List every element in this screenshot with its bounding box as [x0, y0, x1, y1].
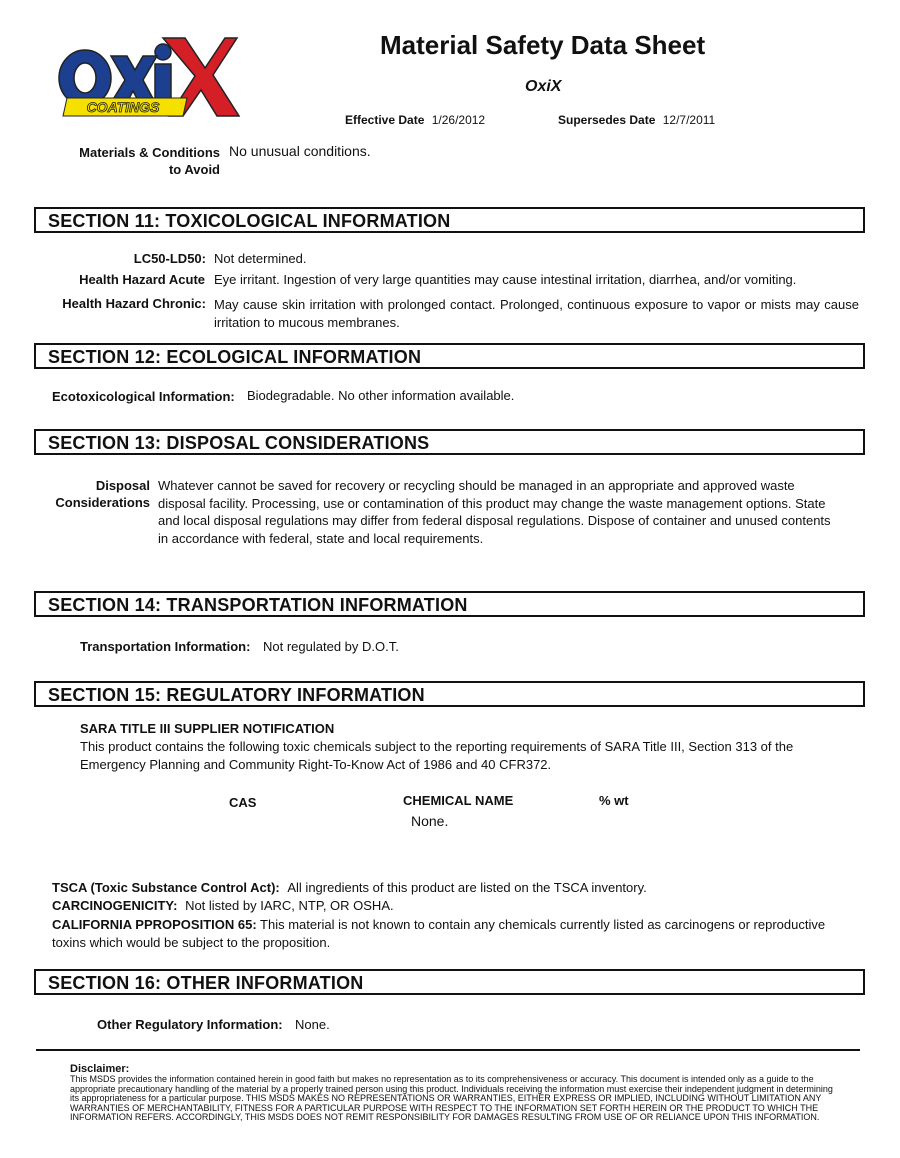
sara-heading: SARA TITLE III SUPPLIER NOTIFICATION	[80, 721, 335, 736]
prop65-value: This material is not known to contain any chemicals currently listed as carcinogens or reproductive toxins which would be subject to the proposition.	[52, 917, 826, 950]
materials-value: No unusual conditions.	[229, 143, 371, 159]
tsca-line	[52, 880, 852, 895]
disposal-label	[40, 477, 150, 511]
table-value-none: None.	[411, 813, 449, 829]
tsca-value: All ingredients of this product are listed on the TSCA inventory.	[287, 880, 647, 895]
oxix-logo	[55, 30, 240, 120]
document-title: Material Safety Data Sheet	[380, 30, 706, 60]
supersedes-date-label: Supersedes Date	[558, 113, 656, 127]
prop65-line	[52, 916, 858, 952]
table-header-percent-wt: % wt	[599, 793, 629, 808]
section-13-header	[34, 429, 865, 455]
section-16-header	[34, 969, 865, 995]
logo-coatings-text: COATINGS	[86, 99, 160, 115]
disposal-label-line2: Considerations	[55, 495, 150, 510]
table-header-chemical-name: CHEMICAL NAME	[403, 793, 514, 808]
carcinogenicity-value: Not listed by IARC, NTP, OR OSHA.	[185, 898, 394, 913]
materials-label-line1: Materials & Conditions	[79, 145, 220, 160]
acute-label: Health Hazard Acute	[79, 272, 205, 287]
product-name: OxiX	[525, 78, 562, 95]
lc50-label: LC50-LD50:	[133, 251, 206, 266]
effective-date	[345, 113, 485, 127]
other-reg-label: Other Regulatory Information:	[97, 1017, 283, 1032]
chronic-value: May cause skin irritation with prolonged contact. Prolonged, continuous exposure to vapor or mists may cause irritation to mucous membranes.	[214, 297, 859, 330]
section-13-title: SECTION 13: DISPOSAL CONSIDERATIONS	[48, 433, 430, 453]
supersedes-date	[558, 113, 715, 127]
table-header-cas: CAS	[229, 795, 257, 810]
ecotox-value: Biodegradable. No other information available.	[247, 388, 515, 403]
sara-text: This product contains the following toxic chemicals subject to the reporting requirements of SARA Title III, Section 313 of the Emergency Planning and Community Right-To-Know Act of 1986 and 40 CFR372.	[80, 739, 794, 772]
disposal-value: Whatever cannot be saved for recovery or recycling should be managed in an appropriate and approved waste disposal facility. Processing, use or contamination of this product may change the waste management options. State and local disposal regulations may differ from federal disposal regulations. Dispose of container and unused contents in accordance with federal, state and local requirements.	[158, 478, 831, 546]
section-14-title: SECTION 14: TRANSPORTATION INFORMATION	[48, 595, 468, 615]
footer-divider	[36, 1049, 860, 1051]
disclaimer-text: This MSDS provides the information contained herein in good faith but makes no representation as to its comprehensiveness or accuracy. This document is intended only as a guide to the appropriate precautionary handling of the material by a properly trained person using this product. Individuals receiving the information must exercise their independent judgment in determining its appropriateness for a particular purpose. THIS MSDS MAKES NO REPRESENTATIONS OR WARRANTIES, EITHER EXPRESS OR IMPLIED, INCLUDING WITHOUT LIMITATION ANY WARRANTIES OF MERCHANTABILITY, FITNESS FOR A PARTICULAR PURPOSE WITH RESPECT TO THE INFORMATION SET FORTH HEREIN OR THE PRODUCT TO WHICH THE INFORMATION REFERS. ACCORDINGLY, THIS MSDS DOES NOT REMIT RESPONSIBILITY FOR DAMAGES RESULTING FROM USE OF OR RELIANCE UPON THIS INFORMATION.	[70, 1074, 833, 1123]
section-15-title: SECTION 15: REGULATORY INFORMATION	[48, 685, 425, 705]
supersedes-date-value: 12/7/2011	[662, 113, 716, 127]
effective-date-label: Effective Date	[345, 113, 425, 127]
other-reg-value: None.	[295, 1017, 330, 1032]
carcinogenicity-line	[52, 898, 852, 913]
effective-date-value: 1/26/2012	[431, 113, 486, 127]
section-12-title: SECTION 12: ECOLOGICAL INFORMATION	[48, 347, 422, 367]
transport-label: Transportation Information:	[80, 639, 251, 654]
materials-label	[60, 144, 220, 178]
lc50-value: Not determined.	[214, 251, 307, 266]
disclaimer	[70, 1063, 840, 1123]
disclaimer-label: Disclaimer:	[70, 1063, 130, 1075]
section-14-header	[34, 591, 865, 617]
transport-value: Not regulated by D.O.T.	[263, 639, 399, 654]
section-11-header	[34, 207, 865, 233]
tsca-label: TSCA (Toxic Substance Control Act):	[52, 880, 280, 895]
section-12-header	[34, 343, 865, 369]
chronic-label: Health Hazard Chronic:	[62, 296, 206, 311]
materials-label-line2: to Avoid	[168, 162, 220, 177]
section-15-header	[34, 681, 865, 707]
disposal-label-line1: Disposal	[95, 478, 150, 493]
prop65-label: CALIFORNIA PPROPOSITION 65:	[52, 917, 257, 932]
section-16-title: SECTION 16: OTHER INFORMATION	[48, 973, 364, 993]
section-11-title: SECTION 11: TOXICOLOGICAL INFORMATION	[48, 211, 451, 231]
ecotox-label: Ecotoxicological Information:	[52, 389, 235, 404]
acute-value: Eye irritant. Ingestion of very large quantities may cause intestinal irritation, diarrhea, and/or vomiting.	[214, 272, 797, 287]
carcinogenicity-label: CARCINOGENICITY:	[52, 898, 178, 913]
